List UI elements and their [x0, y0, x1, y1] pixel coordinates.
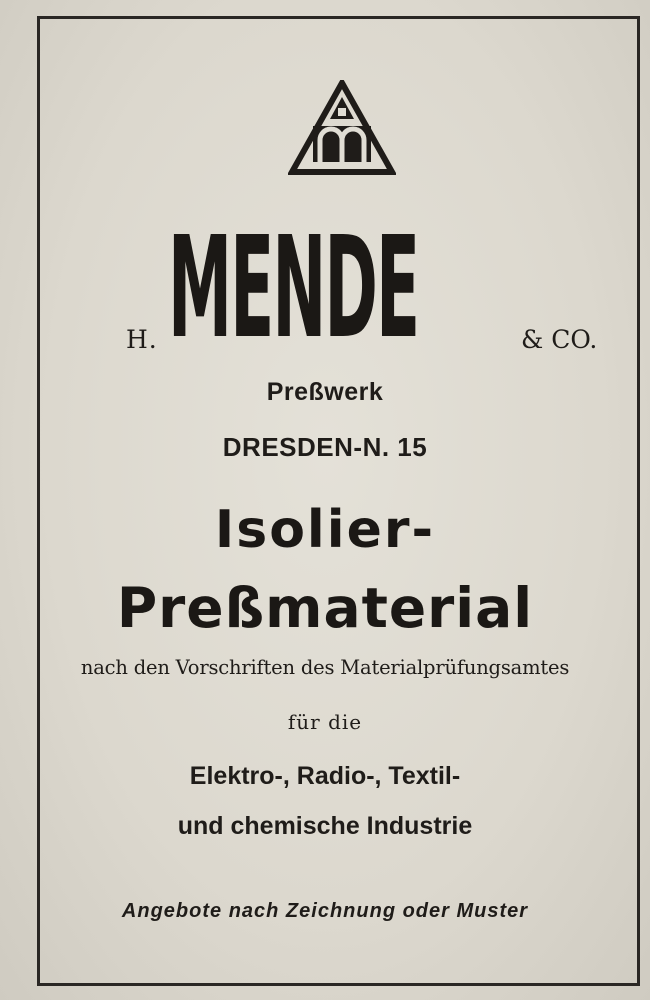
company-subtitle: Preßwerk: [266, 378, 384, 406]
company-brand: [0, 207, 650, 370]
headline-line-1: Isolier-: [214, 500, 436, 560]
brand-suffix: & CO.: [521, 325, 598, 354]
industries-line-2: und chemische Industrie: [177, 812, 473, 840]
offer-text: Angebote nach Zeichnung oder Muster: [121, 900, 529, 922]
brand-prefix: H.: [126, 325, 158, 354]
intro-text: für die: [287, 710, 363, 734]
brand-name: MENDE: [168, 207, 419, 370]
company-location: DRESDEN-N. 15: [222, 432, 428, 462]
headline-line-2: Preßmaterial: [116, 576, 534, 640]
triangle-m-logo-icon: [288, 80, 396, 176]
industries-line-1: Elektro-, Radio-, Textil-: [189, 762, 461, 790]
specification-text: nach den Vorschriften des Materialprüfungsamtes: [80, 656, 570, 679]
